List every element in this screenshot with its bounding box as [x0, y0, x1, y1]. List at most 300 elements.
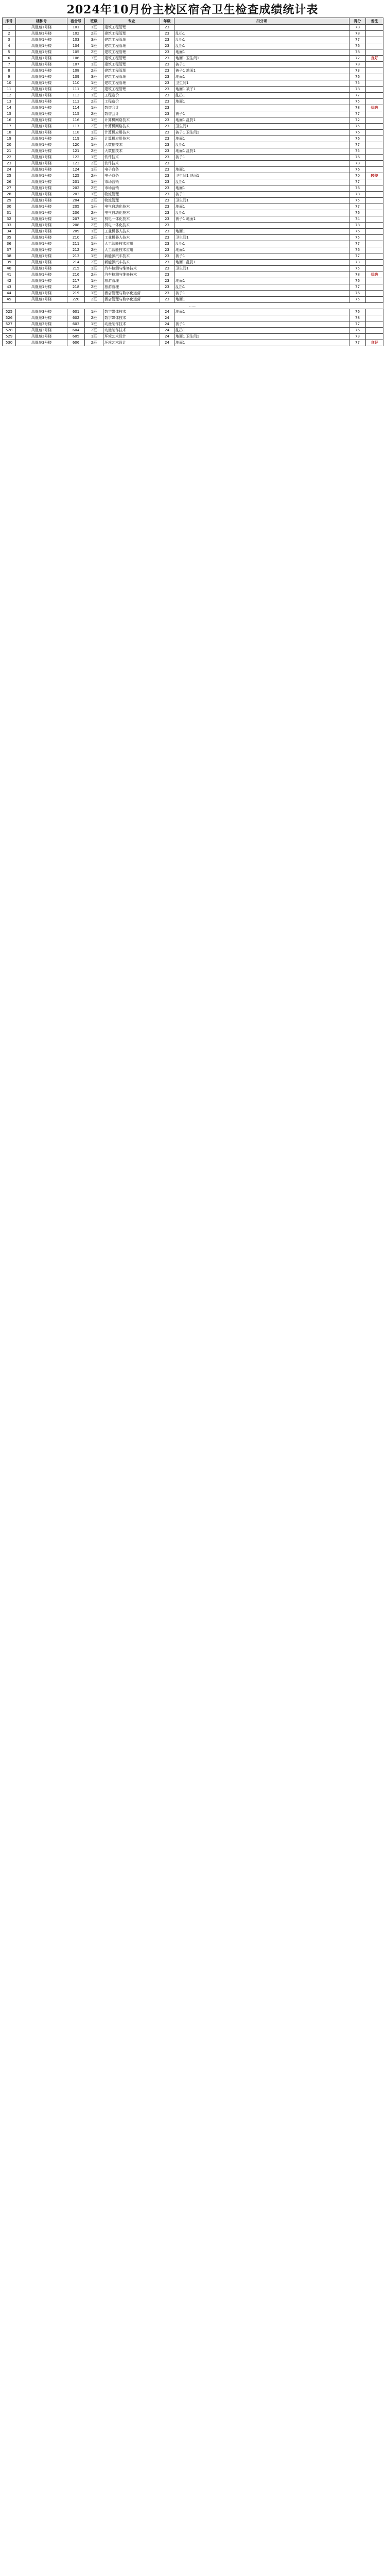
cell-item: 地面1 [174, 136, 349, 142]
cell-note [366, 49, 383, 56]
cell-grade: 24 [160, 321, 174, 328]
cell-room: 101 [67, 25, 85, 31]
cell-major: 建筑工程管理 [103, 43, 160, 49]
cell-no: 40 [3, 266, 16, 272]
cell-note [366, 117, 383, 124]
cell-class: 1班 [85, 117, 103, 124]
cell-class: 1班 [85, 266, 103, 272]
cell-room: 201 [67, 179, 85, 185]
cell-item: 乱扔1 [174, 43, 349, 49]
cell-major: 机电一体化技术 [103, 223, 160, 229]
cell-note [366, 167, 383, 173]
cell-building: 凤凰苑1号楼 [16, 148, 67, 155]
cell-no: 528 [3, 328, 16, 334]
cell-building: 凤凰苑1号楼 [16, 124, 67, 130]
cell-grade: 23 [160, 56, 174, 62]
cell-major: 计算机应用技术 [103, 130, 160, 136]
cell-grade: 23 [160, 25, 174, 31]
cell-class: 2班 [85, 161, 103, 167]
cell-no: 41 [3, 272, 16, 278]
cell-grade: 23 [160, 272, 174, 278]
cell-room: 115 [67, 111, 85, 117]
cell-major: 环境艺术设计 [103, 340, 160, 346]
cell-grade: 23 [160, 284, 174, 291]
cell-no: 527 [3, 321, 16, 328]
cell-no: 30 [3, 204, 16, 210]
cell-item: 地面1 乱扔1 [174, 260, 349, 266]
cell-score: 75 [349, 99, 366, 105]
cell-grade: 23 [160, 291, 174, 297]
cell-item: 地面1 [174, 185, 349, 192]
cell-no: 32 [3, 216, 16, 223]
cell-class: 2班 [85, 235, 103, 241]
cell-building: 凤凰苑1号楼 [16, 142, 67, 148]
cell-grade: 23 [160, 241, 174, 247]
cell-grade: 23 [160, 297, 174, 303]
cell-item: 地面1 [174, 297, 349, 303]
cell-class: 1班 [85, 130, 103, 136]
score-table [2, 18, 383, 346]
cell-grade: 23 [160, 117, 174, 124]
cell-room: 120 [67, 142, 85, 148]
table-row [3, 253, 383, 260]
cell-item: 乱扔1 [174, 142, 349, 148]
cell-item: 乱扔1 [174, 37, 349, 43]
cell-room: 116 [67, 117, 85, 124]
cell-building: 凤凰苑1号楼 [16, 167, 67, 173]
cell-room: 117 [67, 124, 85, 130]
cell-major: 电子商务 [103, 173, 160, 179]
cell-major: 计算机网络技术 [103, 124, 160, 130]
cell-item: 乱扔1 [174, 210, 349, 216]
cell-major: 工程造价 [103, 99, 160, 105]
cell-major: 软件技术 [103, 155, 160, 161]
table-row [3, 216, 383, 223]
cell-class: 2班 [85, 148, 103, 155]
cell-class: 2班 [85, 247, 103, 253]
table-row [3, 49, 383, 56]
cell-score: 76 [349, 74, 366, 80]
cell-building: 凤凰苑1号楼 [16, 260, 67, 266]
table-row [3, 87, 383, 93]
cell-item [174, 161, 349, 167]
cell-class: 2班 [85, 328, 103, 334]
cell-grade: 24 [160, 340, 174, 346]
cell-major: 电气自动化技术 [103, 204, 160, 210]
cell-no: 18 [3, 130, 16, 136]
cell-note [366, 278, 383, 284]
cell-note [366, 130, 383, 136]
cell-no: 43 [3, 284, 16, 291]
cell-note [366, 192, 383, 198]
col-header-room: 宿舍号 [67, 18, 85, 25]
cell-note [366, 315, 383, 321]
cell-class: 1班 [85, 253, 103, 260]
cell-grade: 23 [160, 105, 174, 111]
cell-score: 77 [349, 179, 366, 185]
cell-grade: 23 [160, 173, 174, 179]
cell-major: 旅游管理 [103, 278, 160, 284]
cell-major: 工程造价 [103, 93, 160, 99]
cell-major: 软件技术 [103, 161, 160, 167]
table-row [3, 247, 383, 253]
table-row [3, 297, 383, 303]
table-body [3, 25, 383, 346]
cell-grade: 23 [160, 179, 174, 185]
cell-major: 汽车检测与维修技术 [103, 266, 160, 272]
cell-class: 2班 [85, 198, 103, 204]
cell-room: 215 [67, 266, 85, 272]
cell-no: 29 [3, 198, 16, 204]
table-row [3, 229, 383, 235]
cell-building: 凤凰苑3号楼 [16, 315, 67, 321]
cell-note [366, 185, 383, 192]
cell-grade: 23 [160, 161, 174, 167]
cell-room: 220 [67, 297, 85, 303]
cell-major: 酒店管理与数字化运营 [103, 291, 160, 297]
cell-note [366, 321, 383, 328]
cell-building: 凤凰苑1号楼 [16, 185, 67, 192]
cell-note [366, 179, 383, 185]
cell-building: 凤凰苑1号楼 [16, 229, 67, 235]
cell-note [366, 31, 383, 37]
cell-room: 603 [67, 321, 85, 328]
cell-item: 卫生间1 [174, 124, 349, 130]
cell-grade: 23 [160, 266, 174, 272]
cell-no: 8 [3, 68, 16, 74]
table-row [3, 148, 383, 155]
table-row [3, 74, 383, 80]
cell-building: 凤凰苑1号楼 [16, 155, 67, 161]
cell-major: 大数据技术 [103, 148, 160, 155]
cell-major: 汽车检测与维修技术 [103, 272, 160, 278]
cell-no: 21 [3, 148, 16, 155]
cell-major: 建筑工程管理 [103, 37, 160, 43]
cell-major: 动漫制作技术 [103, 328, 160, 334]
cell-building: 凤凰苑1号楼 [16, 62, 67, 68]
cell-major: 计算机应用技术 [103, 136, 160, 142]
cell-score: 76 [349, 185, 366, 192]
cell-item [174, 315, 349, 321]
cell-no: 17 [3, 124, 16, 130]
cell-grade: 23 [160, 80, 174, 87]
cell-item: 卫生间1 [174, 235, 349, 241]
cell-item: 地面1 卫生间1 [174, 334, 349, 340]
cell-item: 卫生间1 [174, 198, 349, 204]
cell-item [174, 25, 349, 31]
cell-note [366, 241, 383, 247]
cell-no: 35 [3, 235, 16, 241]
cell-building: 凤凰苑1号楼 [16, 74, 67, 80]
table-row [3, 111, 383, 117]
cell-building: 凤凰苑1号楼 [16, 272, 67, 278]
cell-no: 33 [3, 223, 16, 229]
cell-no: 12 [3, 93, 16, 99]
cell-score: 73 [349, 334, 366, 340]
cell-no: 27 [3, 185, 16, 192]
cell-item: 卫生间1 [174, 266, 349, 272]
cell-major: 市场营销 [103, 179, 160, 185]
cell-no: 3 [3, 37, 16, 43]
cell-grade: 24 [160, 315, 174, 321]
cell-building: 凤凰苑1号楼 [16, 266, 67, 272]
cell-building: 凤凰苑1号楼 [16, 241, 67, 247]
cell-grade: 23 [160, 278, 174, 284]
cell-item: 卫生间1 [174, 80, 349, 87]
cell-item: 被子1 [174, 291, 349, 297]
cell-score: 75 [349, 148, 366, 155]
cell-no: 14 [3, 105, 16, 111]
cell-grade: 23 [160, 253, 174, 260]
cell-item: 地面1 [174, 49, 349, 56]
cell-major: 数字媒体技术 [103, 309, 160, 315]
cell-room: 121 [67, 148, 85, 155]
cell-major: 动漫制作技术 [103, 321, 160, 328]
cell-grade: 23 [160, 68, 174, 74]
cell-major: 建筑工程管理 [103, 56, 160, 62]
cell-class: 2班 [85, 223, 103, 229]
cell-grade: 23 [160, 136, 174, 142]
cell-score: 75 [349, 266, 366, 272]
cell-grade: 23 [160, 198, 174, 204]
cell-item [174, 105, 349, 111]
cell-major: 旅游管理 [103, 284, 160, 291]
cell-major: 酒店管理与数字化运营 [103, 297, 160, 303]
cell-room: 204 [67, 198, 85, 204]
cell-item: 地面1 [174, 74, 349, 80]
table-row [3, 309, 383, 315]
cell-score: 75 [349, 198, 366, 204]
cell-major: 工业机器人技术 [103, 229, 160, 235]
cell-major: 机电一体化技术 [103, 216, 160, 223]
cell-class: 1班 [85, 192, 103, 198]
cell-major: 电子商务 [103, 167, 160, 173]
table-row [3, 105, 383, 111]
cell-note [366, 204, 383, 210]
table-row [3, 117, 383, 124]
cell-grade: 23 [160, 247, 174, 253]
cell-major: 新能源汽车技术 [103, 253, 160, 260]
cell-no: 9 [3, 74, 16, 80]
cell-item: 被子1 [174, 111, 349, 117]
cell-major: 大数据技术 [103, 142, 160, 148]
cell-no: 11 [3, 87, 16, 93]
cell-no: 45 [3, 297, 16, 303]
cell-grade: 24 [160, 309, 174, 315]
table-row [3, 260, 383, 266]
cell-item: 地面1 卫生间1 [174, 56, 349, 62]
table-row [3, 334, 383, 340]
cell-score: 76 [349, 247, 366, 253]
cell-class: 2班 [85, 340, 103, 346]
cell-score: 75 [349, 124, 366, 130]
cell-room: 208 [67, 223, 85, 229]
cell-building: 凤凰苑3号楼 [16, 340, 67, 346]
cell-note [366, 334, 383, 340]
cell-class: 1班 [85, 278, 103, 284]
cell-grade: 23 [160, 111, 174, 117]
cell-score: 76 [349, 328, 366, 334]
table-row [3, 204, 383, 210]
cell-note: 良好 [366, 340, 383, 346]
cell-building: 凤凰苑1号楼 [16, 161, 67, 167]
cell-no: 25 [3, 173, 16, 179]
cell-grade: 23 [160, 37, 174, 43]
cell-room: 122 [67, 155, 85, 161]
cell-no: 7 [3, 62, 16, 68]
cell-score: 76 [349, 210, 366, 216]
col-header-no: 序号 [3, 18, 16, 25]
omitted-rows-row [3, 303, 383, 309]
cell-room: 213 [67, 253, 85, 260]
cell-room: 209 [67, 229, 85, 235]
cell-item: 乱扔1 [174, 328, 349, 334]
cell-note [366, 25, 383, 31]
cell-class: 2班 [85, 68, 103, 74]
table-row [3, 315, 383, 321]
cell-room: 119 [67, 136, 85, 142]
cell-score: 72 [349, 56, 366, 62]
table-row [3, 25, 383, 31]
cell-class: 1班 [85, 25, 103, 31]
cell-major: 物流管理 [103, 192, 160, 198]
cell-no: 5 [3, 49, 16, 56]
cell-score: 73 [349, 68, 366, 74]
cell-building: 凤凰苑1号楼 [16, 278, 67, 284]
cell-building: 凤凰苑1号楼 [16, 179, 67, 185]
table-row [3, 185, 383, 192]
cell-note [366, 68, 383, 74]
table-row [3, 210, 383, 216]
cell-class: 1班 [85, 142, 103, 148]
cell-no: 16 [3, 117, 16, 124]
cell-item: 乱扔1 [174, 93, 349, 99]
table-row [3, 328, 383, 334]
cell-room: 108 [67, 68, 85, 74]
header-row [3, 18, 383, 25]
cell-major: 数智会计 [103, 111, 160, 117]
cell-room: 207 [67, 216, 85, 223]
cell-building: 凤凰苑1号楼 [16, 87, 67, 93]
cell-class: 1班 [85, 167, 103, 173]
table-row [3, 198, 383, 204]
cell-no: 529 [3, 334, 16, 340]
cell-room: 102 [67, 31, 85, 37]
cell-score: 76 [349, 167, 366, 173]
cell-room: 202 [67, 185, 85, 192]
cell-grade: 23 [160, 62, 174, 68]
cell-note [366, 247, 383, 253]
cell-score: 77 [349, 142, 366, 148]
cell-score: 78 [349, 161, 366, 167]
cell-room: 104 [67, 43, 85, 49]
cell-building: 凤凰苑1号楼 [16, 210, 67, 216]
cell-class: 1班 [85, 216, 103, 223]
cell-class: 1班 [85, 204, 103, 210]
cell-item: 地面1 [174, 309, 349, 315]
cell-major: 建筑工程管理 [103, 31, 160, 37]
cell-building: 凤凰苑3号楼 [16, 334, 67, 340]
cell-no: 34 [3, 229, 16, 235]
cell-grade: 23 [160, 185, 174, 192]
cell-building: 凤凰苑1号楼 [16, 284, 67, 291]
cell-note [366, 266, 383, 272]
table-row [3, 235, 383, 241]
cell-room: 118 [67, 130, 85, 136]
cell-grade: 23 [160, 167, 174, 173]
cell-room: 601 [67, 309, 85, 315]
cell-score: 78 [349, 49, 366, 56]
cell-item: 地面1 [174, 247, 349, 253]
cell-class: 1班 [85, 321, 103, 328]
cell-building: 凤凰苑1号楼 [16, 31, 67, 37]
cell-score: 76 [349, 155, 366, 161]
table-row [3, 266, 383, 272]
cell-major: 建筑工程管理 [103, 74, 160, 80]
cell-grade: 23 [160, 260, 174, 266]
cell-room: 219 [67, 291, 85, 297]
cell-building: 凤凰苑1号楼 [16, 105, 67, 111]
cell-grade: 24 [160, 334, 174, 340]
cell-score: 76 [349, 278, 366, 284]
cell-room: 606 [67, 340, 85, 346]
cell-room: 109 [67, 74, 85, 80]
cell-major: 市场营销 [103, 185, 160, 192]
cell-note: 优秀 [366, 272, 383, 278]
table-row [3, 223, 383, 229]
cell-room: 107 [67, 62, 85, 68]
cell-score: 78 [349, 87, 366, 93]
cell-score: 75 [349, 235, 366, 241]
cell-item: 地面1 乱扔1 [174, 148, 349, 155]
cell-score: 70 [349, 173, 366, 179]
table-row [3, 142, 383, 148]
cell-score: 77 [349, 111, 366, 117]
cell-no: 10 [3, 80, 16, 87]
cell-class: 2班 [85, 173, 103, 179]
cell-no: 24 [3, 167, 16, 173]
cell-note [366, 142, 383, 148]
cell-item: 被子1 [174, 155, 349, 161]
cell-note [366, 80, 383, 87]
cell-grade: 23 [160, 235, 174, 241]
cell-item: 乱扔1 [174, 179, 349, 185]
cell-major: 物流管理 [103, 198, 160, 204]
cell-major: 人工智能技术应用 [103, 247, 160, 253]
col-header-item: 扣分项 [174, 18, 349, 25]
cell-grade: 23 [160, 192, 174, 198]
cell-room: 125 [67, 173, 85, 179]
cell-note [366, 253, 383, 260]
cell-building: 凤凰苑3号楼 [16, 321, 67, 328]
cell-class: 3班 [85, 37, 103, 43]
table-row [3, 43, 383, 49]
cell-item: 地面1 [174, 340, 349, 346]
cell-note [366, 43, 383, 49]
cell-room: 103 [67, 37, 85, 43]
cell-note [366, 210, 383, 216]
cell-class: 2班 [85, 124, 103, 130]
cell-item: 被子1 [174, 62, 349, 68]
cell-room: 216 [67, 272, 85, 278]
cell-no: 37 [3, 247, 16, 253]
cell-score: 77 [349, 204, 366, 210]
cell-class: 2班 [85, 185, 103, 192]
cell-class: 1班 [85, 334, 103, 340]
cell-class: 2班 [85, 272, 103, 278]
cell-grade: 23 [160, 130, 174, 136]
cell-note: 良好 [366, 56, 383, 62]
